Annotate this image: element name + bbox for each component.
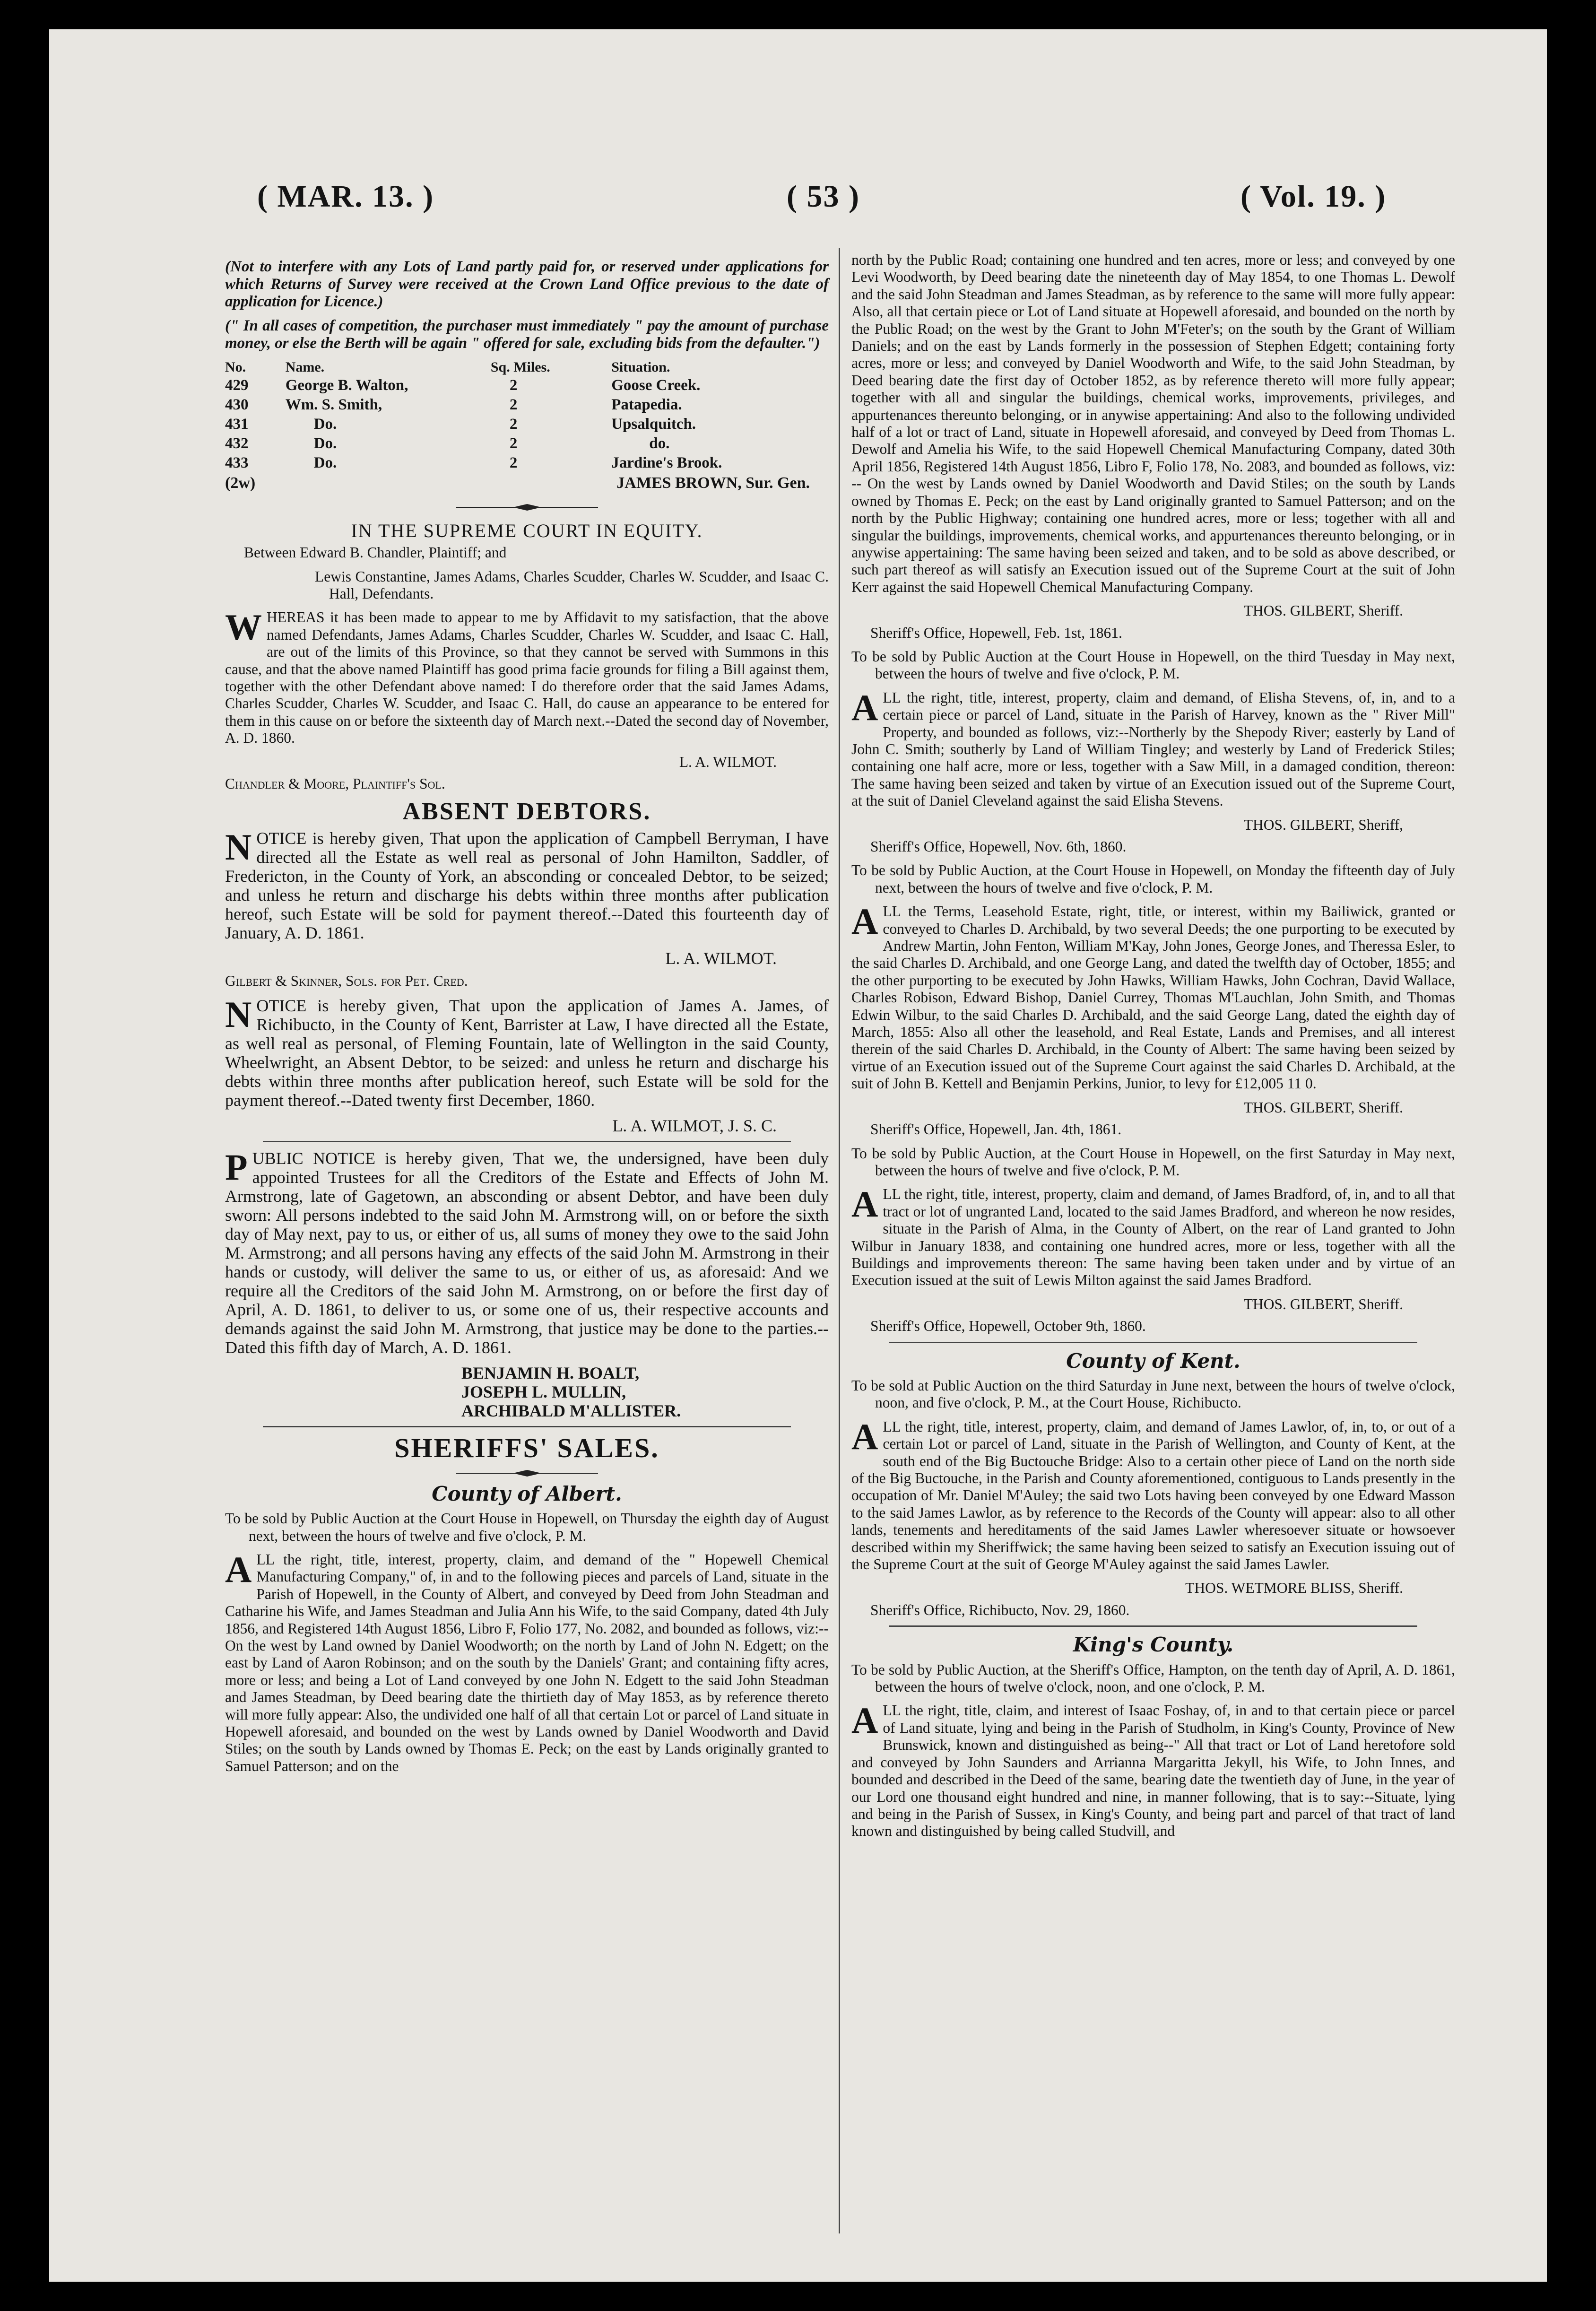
supreme-court-signature: L. A. WILMOT.: [679, 753, 777, 770]
albert-sale-4-body: LL the right, title, interest, property, claim and demand, of James Bradford, of, in, and to all that tract or lot of ungranted Land, located to the said James Bradford, and whereon he now resides, situate in the Parish of Alma, in the County of Albert, on the rear of Land granted to John Wilbur in January 1838, and containing one hundred acres, more or less, together with all the Buildings and improvements thereon: The same having been taken under and by virtue of an Execution issued at the suit of Lewis Milton against the said James Bradford.: [851, 1186, 1455, 1289]
supreme-court-title: IN THE SUPREME COURT IN EQUITY.: [351, 520, 703, 541]
cell: Upsalquitch.: [611, 416, 696, 433]
albert-sale-2-office: Sheriff's Office, Hopewell, Nov. 6th, 1860.: [870, 838, 1127, 855]
cell: George B. Walton,: [285, 377, 408, 394]
albert-sale-3-signature: THOS. GILBERT, Sheriff.: [1243, 1099, 1403, 1116]
albert-sale-1-body: LL the right, title, interest, property, claim, and demand of the " Hopewell Chemical Manufacturing Company," of, in and to the following pieces and parcels of Land, situate in the Parish of Hopewell, in the County of Albert, and conveyed by Deed from John Steadman and Catharine his Wife, and James Steadman and Julia Ann his Wife, to the said Company, dated 4th July 1856, and Registered 14th August 1856, Libro F, Folio 177, No. 2082, and bounded as follows, viz:--On the west by Land owned by Daniel Woodworth; on the north by Land of John N. Edgett; on the east by Land of Aaron Robinson; and on the south by the Daniels' Grant; and containing fifty acres, more or less; and being a Lot of Land conveyed by one John N. Edgett to the said John Steadman and James Steadman, by Deed bearing date the thirtieth day of May 1853, as by reference thereto will more fully appear: Also, the undivided one half of all that certain Lot or parcel of Land situate in Hopewell aforesaid, and bounded on the west by Lands owned by Daniel Woodworth and David Stiles; on the south by Lands owned by Thomas E. Peck; on the east by Lands originally granted to Samuel Patterson; and on the: [225, 1551, 829, 1774]
cell: Do.: [313, 416, 337, 433]
divider: [263, 1426, 791, 1427]
kings-sale-terms: To be sold by Public Auction, at the Sheriff's Office, Hampton, on the tenth day of April, A. D. 1861, between the hours of twelve o'clock, noon, and one o'clock, P. M.: [851, 1661, 1455, 1695]
ornament-divider: [225, 499, 829, 510]
cell: 2: [509, 396, 518, 414]
absent-debtors-signature-1: L. A. WILMOT.: [665, 948, 777, 968]
land-table-header: [225, 359, 829, 376]
cell: 432: [225, 435, 249, 452]
albert-sale-1-terms: To be sold by Public Auction at the Court House in Hopewell, on Thursday the eighth day of August next, between the hours of twelve and five o'clock, P. M.: [225, 1510, 829, 1544]
dropcap: A: [851, 1416, 878, 1457]
cell: 2: [509, 454, 518, 472]
table-row: [225, 395, 829, 415]
column-divider: [839, 248, 840, 2233]
left-column: [225, 258, 829, 1781]
county-albert-heading: County of Albert.: [432, 1482, 622, 1505]
kings-sale-body: LL the right, title, claim, and interest of Isaac Foshay, of, in and to that certain piece or parcel of Land situate, lying and being in the Parish of Studholm, in King's County, Province of New Brunswick, known and distinguished as being--" All that tract or Lot of Land heretofore sold and conveyed by John Saunders and Arrianna Margaritta Jekyll, his Wife, to John Innes, and bounded and described in the Deed of the same, bearing date the twentieth day of June, in the year of our Lord one thousand eight hundred and nine, in manner following, that is to say:--Situate, lying and being in the Parish of Sussex, in King's County, and being part and parcel of that tract of land known and distinguished by being called Studvill, and: [851, 1702, 1455, 1840]
dropcap: A: [851, 901, 878, 942]
albert-sale-2-body: LL the right, title, interest, property, claim and demand, of Elisha Stevens, of, in, and to a certain piece or parcel of Land, situate in the Parish of Harvey, known as the " River Mill" Property, and bounded as follows, viz:--Northerly by the Shepody River; easterly by Land of John C. Smith; southerly by Land of William Tingley; and westerly by Land of Frederick Stiles; containing one half acre, more or less, together with a Saw Mill, in a damaged condition, thereon: The same having been seized and taken by virtue of an Execution issued out of the Supreme Court, at the suit of Daniel Cleveland against the said Elisha Stevens.: [851, 689, 1455, 809]
table-row: [225, 434, 829, 453]
cell: 2: [509, 416, 518, 433]
albert-sale-1-continued: north by the Public Road; containing one hundred and ten acres, more or less; and conveyed by one Levi Woodworth, by Deed bearing date the nineteenth day of May 1854, to one Thomas L. Dewolf and the said John Steadman and James Steadman, as by reference to the same will more fully appear: Also, all that certain piece or Lot of Land situate at Hopewell aforesaid, and bounded on the north by the Public Road; on the west by the Grant to John M'Feter's; on the south by the Grant of William Daniels; and on the east by Lands formerly in the possession of Stephen Edgett; containing forty acres, more or less; and conveyed by Daniel Woodworth and Wife, to the said John Steadman, by Deed bearing date the first day of October 1852, as by reference thereto will more fully appear; together with all and singular the buildings, chemical works, improvements, privileges, and appurtenances thereunto belonging, or in anywise appertaining: And also to the following undivided half of a lot or tract of Land, situate in Hopewell aforesaid, and conveyed by Deed from Thomas L. Dewolf and Amelia his Wife, to the said Hopewell Chemical Manufacturing Company, dated 30th April 1856, Registered 14th August 1856, Libro F, Folio 178, No. 2083, and bounded as follows, viz: -- On the west by Lands owned by Daniel Woodworth and David Stiles; on the south by Lands owned by Thomas E. Peck; on the east by Land originally granted to Samuel Patterson; and on the north by the Public Highway; containing one hundred acres, more or less; together with all and singular the buildings, improvements, chemical works, and appurtenances thereunto belonging, or in anywise appertaining: The same having been seized and taken, and to be sold as above described, or such part thereof as will satisfy an Execution issued out of the Supreme Court at the suit of John Kerr against the said Hopewell Chemical Manufacturing Company.: [851, 252, 1455, 595]
header-volume: ( Vol. 19. ): [1240, 179, 1387, 214]
col-no: No.: [225, 359, 246, 375]
absent-debtors-title: ABSENT DEBTORS.: [402, 798, 651, 825]
land-berth-table: [225, 359, 829, 473]
dropcap: A: [225, 1548, 252, 1590]
kent-sale-terms: To be sold at Public Auction on the third Saturday in June next, between the hours of twelve o'clock, noon, and five o'clock, P. M., at the Court House, Richibucto.: [851, 1377, 1455, 1411]
county-kings-heading: King's County.: [1073, 1633, 1234, 1657]
divider: [889, 1342, 1417, 1343]
cell: 2: [509, 435, 518, 452]
public-notice-signers: [225, 1364, 829, 1420]
absent-debtors-signature-2: L. A. WILMOT, J. S. C.: [612, 1116, 777, 1136]
supreme-court-defendants: Lewis Constantine, James Adams, Charles Scudder, Charles W. Scudder, and Isaac C. Hall, Defendants.: [315, 568, 829, 602]
dropcap: P: [225, 1147, 248, 1188]
cell: 431: [225, 416, 249, 433]
dropcap: A: [851, 1700, 878, 1741]
header-page-number: ( 53 ): [787, 179, 860, 214]
land-notice-italic-2: (" In all cases of competition, the purchaser must immediately " pay the amount of purchase money, or else the Berth will be again " offered for sale, excluding bids from the defaulter."): [225, 317, 829, 352]
albert-sale-3-office: Sheriff's Office, Hopewell, Jan. 4th, 1861.: [870, 1121, 1122, 1138]
cell: Wm. S. Smith,: [285, 396, 382, 414]
kent-sale-office: Sheriff's Office, Richibucto, Nov. 29, 1860.: [870, 1601, 1130, 1618]
dropcap: W: [225, 607, 262, 648]
divider: [263, 1141, 791, 1142]
table-row: [225, 376, 829, 395]
cell: Jardine's Brook.: [611, 454, 722, 472]
kent-sale-body: LL the right, title, interest, property, claim, and demand of James Lawlor, of, in, to, or out of a certain Lot or parcel of Land, situate in the Parish of Wellington, and County of Kent, at the south end of the Big Buctouche Bridge: Also to a certain other piece of Land on the north side of the Big Buctouche, in the Parish and County aforementioned, contiguous to Lands presently in the occupation of Mr. Daniel M'Auley; the said two Lots having been conveyed by one Edward Masson to the said James Lawlor, as by reference to the Records of the County will appear: also to all other lands, tenements and hereditaments of the said James Lawler wheresoever situate or howsoever described within my Sheriffwick; the same having been seized to satisfy an Execution issuing out of the Supreme Court at the suit of George M'Auley against the said James Lawler.: [851, 1418, 1455, 1573]
cell: 2: [509, 377, 518, 394]
dropcap: A: [851, 1183, 878, 1225]
col-situation: Situation.: [611, 359, 670, 375]
newspaper-page: [49, 29, 1547, 2282]
cell: Do.: [313, 435, 337, 452]
albert-sale-1-signature: THOS. GILBERT, Sheriff.: [1243, 602, 1403, 619]
cell: do.: [649, 435, 670, 452]
dropcap: A: [851, 686, 878, 728]
signer: JOSEPH L. MULLIN,: [461, 1382, 626, 1402]
albert-sale-3-body: LL the Terms, Leasehold Estate, right, title, or interest, within my Bailiwick, granted or conveyed to Charles D. Archibald, by two several Deeds; the one purporting to be executed by Andrew Martin, John Fenton, William M'Kay, John Jones, George Jones, and Theressa Esler, to the said Charles D. Archibald, and one George Lang, and dated the twelfth day of October, 1855; and the other purporting to be executed by John Hawks, William Hawks, John Cochran, David Wallace, Charles Robison, Edward Bishop, Daniel Currey, Thomas M'Lauchlan, John Smith, and Thomas Edwin Wilbur, to the said Charles D. Archibald, and the said George Lang, dated the eighth day of March, 1855: Also all other the leasehold, and Real Estate, Lands and Premises, and all interest therein of the said Charles D. Archibald, in the County of Albert: The same having been seized by virtue of an Execution issued out of the Supreme Court against the said Charles D. Archibald, at the suit of John B. Kettell and Benjamin Perkins, Junior, to levy for £12,005 11 0.: [851, 903, 1455, 1092]
table-row: [225, 415, 829, 434]
county-kent-heading: County of Kent.: [1066, 1349, 1240, 1373]
col-name: Name.: [285, 359, 325, 375]
land-notice-italic-1: (Not to interfere with any Lots of Land partly paid for, or reserved under applications for which Returns of Survey were received at the Crown Land Office previous to the date of application for Licence.): [225, 258, 829, 310]
table-row: [225, 453, 829, 473]
albert-sale-4-terms: To be sold by Public Auction, at the Court House in Hopewell, on the first Saturday in May next, between the hours of twelve and five o'clock, P. M.: [851, 1145, 1455, 1179]
header-date: ( MAR. 13. ): [257, 179, 434, 214]
absent-debtors-solicitors: Gilbert & Skinner, Sols. for Pet. Cred.: [225, 972, 468, 989]
albert-sale-2-terms: To be sold by Public Auction at the Court House in Hopewell, on the third Tuesday in May next, between the hours of twelve and five o'clock, P. M.: [851, 648, 1455, 682]
land-notice-mark: (2w): [225, 474, 256, 492]
right-column: [851, 252, 1455, 1847]
albert-sale-2-signature: THOS. GILBERT, Sheriff,: [1243, 816, 1403, 833]
supreme-court-body: HEREAS it has been made to appear to me by Affidavit to my satisfaction, that the above named Defendants, James Adams, Charles Scudder, Charles W. Scudder, and Isaac C. Hall, are out of the limits of this Province, so that they cannot be served with Summons in this cause, and that the above named Plaintiff has good prima facie grounds for filing a Bill against them, together with the other Defendant above named: I do therefore order that the said James Adams, Charles Scudder, Charles W. Scudder, and Isaac C. Hall, do cause an appearance to be entered for them in this cause on or before the sixteenth day of March next.--Dated the second day of November, A. D. 1860.: [225, 609, 829, 747]
absent-debtors-notice-2: OTICE is hereby given, That upon the application of James A. James, of Richibucto, in the County of Kent, Barrister at Law, I have directed all the Estate, as well real as personal, of Fleming Fountain, late of Wellington in the said County, Wheelwright, an Absent Debtor, to be seized: and unless he return and discharge his debts within three months after publication hereof, such Estate will be sold for the payment thereof.--Dated twenty first December, 1860.: [225, 996, 829, 1110]
cell: Patapedia.: [611, 396, 682, 414]
albert-sale-4-office: Sheriff's Office, Hopewell, October 9th, 1860.: [870, 1318, 1146, 1335]
public-notice-body: UBLIC NOTICE is hereby given, That we, the undersigned, have been duly appointed Trustees for all the Creditors of the Estate and Effects of John M. Armstrong, late of Gagetown, an absconding or absent Debtor, and have been duly sworn: All persons indebted to the said John M. Armstrong will, on or before the sixth day of May next, pay to us, or either of us, all sums of money they owe to the said John M. Armstrong; and all persons having any effects of the said John M. Armstrong in their hands or custody, will deliver the same to us, or either of us, as aforesaid: And we require all the Creditors of the said John M. Armstrong, on or before the first day of April, A. D. 1861, to deliver to us, or some one of us, their respective accounts and demands against the said John M. Armstrong, that justice may be done to the parties.--Dated this fifth day of March, A. D. 1861.: [225, 1149, 829, 1357]
land-notice-signature: JAMES BROWN, Sur. Gen.: [616, 474, 810, 492]
sheriffs-sales-title: SHERIFFS' SALES.: [394, 1433, 659, 1464]
cell: 433: [225, 454, 249, 472]
absent-debtors-notice-1: OTICE is hereby given, That upon the application of Campbell Berryman, I have directed all the Estate as well real as personal of John Hamilton, Saddler, of Fredericton, in the County of York, an absconding or concealed Debtor, to be seized; and unless he return and discharge his debts within three months after publication hereof, such Estate will be sold for payment thereof.--Dated this fourteenth day of January, A. D. 1861.: [225, 828, 829, 942]
dropcap: N: [225, 826, 252, 868]
cell: 430: [225, 396, 249, 414]
cell: Goose Creek.: [611, 377, 701, 394]
ornament-divider: [225, 1465, 829, 1476]
signer: BENJAMIN H. BOALT,: [461, 1364, 640, 1383]
supreme-court-between: Between Edward B. Chandler, Plaintiff; and: [244, 544, 507, 561]
albert-sale-4-signature: THOS. GILBERT, Sheriff.: [1243, 1295, 1403, 1312]
albert-sale-3-terms: To be sold by Public Auction, at the Court House in Hopewell, on Monday the fifteenth day of July next, between the hours of twelve and five o'clock, P. M.: [851, 862, 1455, 896]
col-sq-miles: Sq. Miles.: [490, 359, 550, 375]
kent-sale-signature: THOS. WETMORE BLISS, Sheriff.: [1185, 1580, 1403, 1597]
cell: Do.: [313, 454, 337, 472]
supreme-court-solicitors: Chandler & Moore, Plaintiff's Sol.: [225, 775, 445, 792]
divider: [889, 1625, 1417, 1627]
signer: ARCHIBALD M'ALLISTER.: [461, 1401, 681, 1421]
albert-sale-1-office: Sheriff's Office, Hopewell, Feb. 1st, 1861.: [870, 624, 1122, 641]
dropcap: N: [225, 994, 252, 1035]
cell: 429: [225, 377, 249, 394]
